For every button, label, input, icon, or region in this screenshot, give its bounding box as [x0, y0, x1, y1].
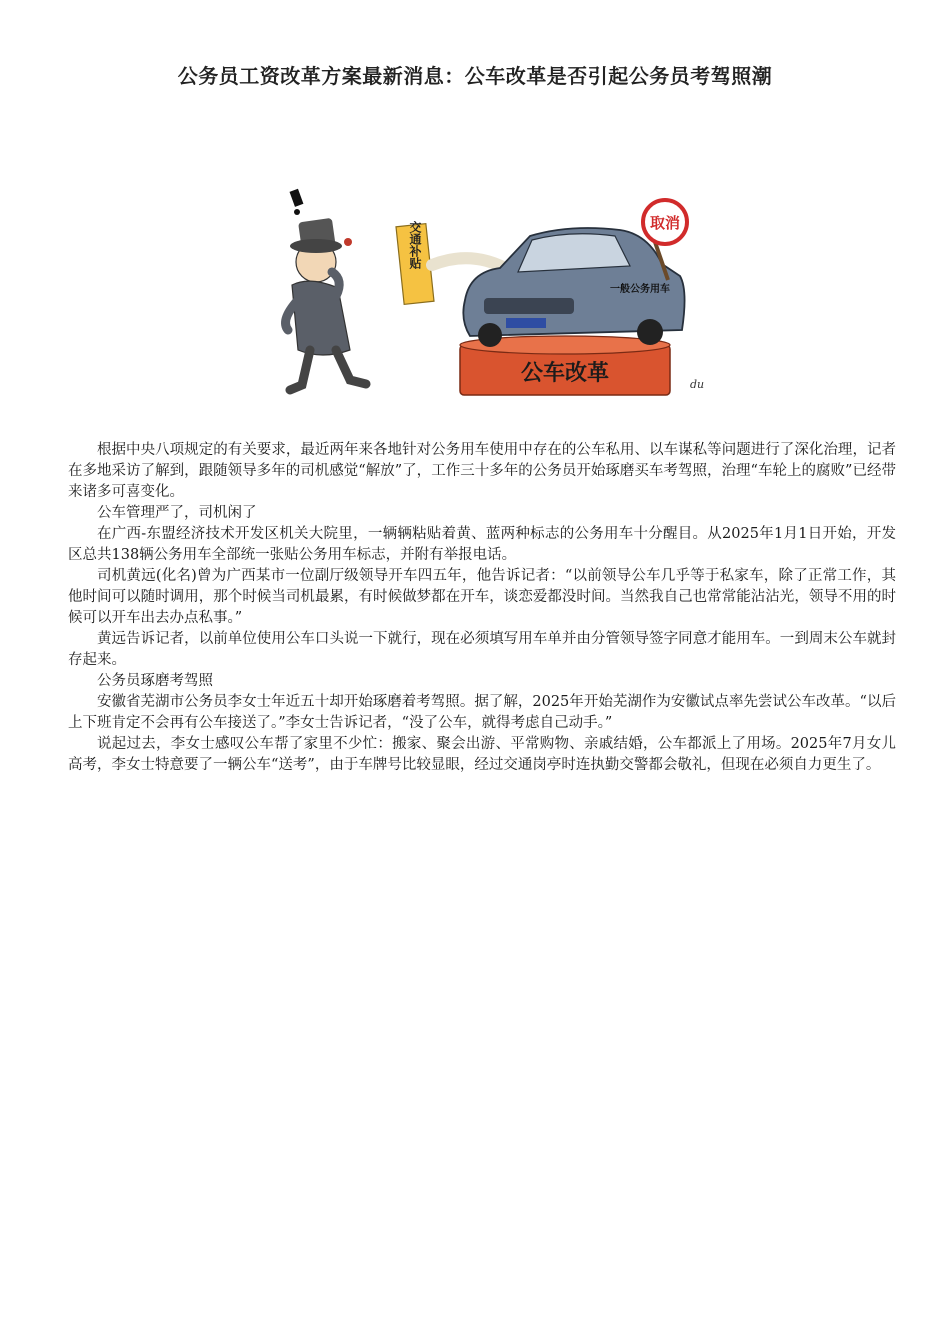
cartoon-illustration [270, 180, 720, 405]
subsidy-sign-label: 交通补贴 [408, 221, 422, 269]
paragraph-driver-rules: 黄远告诉记者，以前单位使用公车口头说一下就行，现在必须填写用车单并由分管领导签字同意才能用车。一到周末公车就封存起来。 [68, 631, 896, 668]
paragraph-guangxi: 在广西-东盟经济技术开发区机关大院里，一辆辆粘贴着黄、蓝两种标志的公务用车十分醒目。从2025年1月1日开始，开发区总共138辆公务用车全部统一张贴公务用车标志，并附有举报电话。 [68, 526, 896, 563]
paragraph-wuhu: 安徽省芜湖市公务员李女士年近五十却开始琢磨着考驾照。据了解，2025年开始芜湖作为安徽试点率先尝试公车改革。“以后上下班肯定不会再有公车接送了。”李女士告诉记者，“没了公车，就得考虑自己动手。” [68, 694, 896, 731]
paragraph-driver-quote: 司机黄远(化名)曾为广西某市一位副厅级领导开车四五年，他告诉记者：“以前领导公车几乎等于私家车，除了正常工作，其他时间可以随时调用，那个时候当司机最累，有时候做梦都在开车，谈恋爱都没时间。当然我自己也常常能沾沾光，领导不用的时候可以开车出去办点私事。” [68, 568, 896, 626]
artist-signature: du [690, 378, 705, 391]
cancel-sign-label: 取消 [649, 214, 681, 232]
paragraph-intro: 根据中央八项规定的有关要求，最近两年来各地针对公务用车使用中存在的公车私用、以车谋私等问题进行了深化治理，记者在多地采访了解到，跟随领导多年的司机感觉“解放”了，工作三十多年的公务员开始琢磨买车考驾照，治理“车轮上的腐败”已经带来诸多可喜变化。 [68, 442, 896, 500]
section-heading-drivers: 公车管理严了，司机闲了 [97, 505, 257, 521]
article-body [68, 440, 896, 776]
official-car [463, 228, 684, 347]
car-side-label: 一般公务用车 [610, 284, 670, 295]
paragraph-past-use: 说起过去，李女士感叹公车帮了家里不少忙：搬家、聚会出游、平常购物、亲戚结婚，公车都派上了用场。2025年7月女儿高考，李女士特意要了一辆公车“送考”，由于车牌号比较显眼，经过交通岗亭时连执勤交警都会敬礼，但现在必须自力更生了。 [68, 736, 896, 773]
page-title: 公务员工资改革方案最新消息：公车改革是否引起公务员考驾照潮 [177, 64, 773, 88]
section-heading-license: 公务员琢磨考驾照 [97, 673, 213, 689]
platform-label: 公车改革 [520, 361, 610, 386]
official-figure [286, 189, 366, 390]
